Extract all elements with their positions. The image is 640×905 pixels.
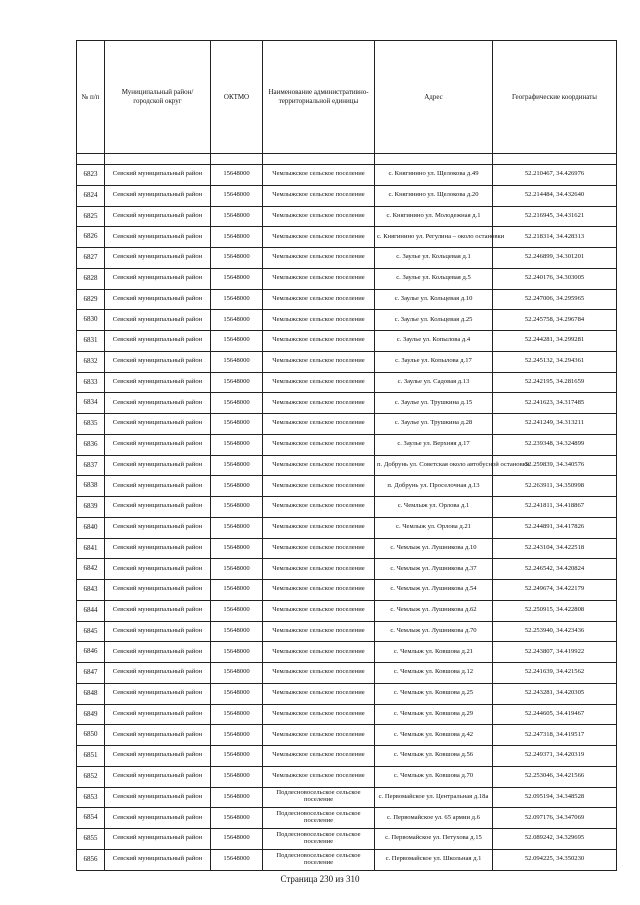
row-district: Севский муниципальный район [105, 331, 211, 352]
row-admin-unit: Чемлыжское сельское поселение [263, 289, 375, 310]
row-address: с. Первомайское ул. Школьная д.1 [375, 849, 493, 870]
row-number: 6834 [77, 393, 105, 414]
row-address: с. Заулье ул. Садовая д.13 [375, 372, 493, 393]
row-district: Севский муниципальный район [105, 683, 211, 704]
row-number: 6846 [77, 642, 105, 663]
row-number: 6853 [77, 787, 105, 808]
row-admin-unit: Чемлыжское сельское поселение [263, 683, 375, 704]
row-number: 6850 [77, 725, 105, 746]
row-coordinates: 52.246899, 34.301201 [493, 248, 617, 269]
row-admin-unit: Чемлыжское сельское поселение [263, 455, 375, 476]
table-row [77, 787, 617, 808]
row-district: Севский муниципальный район [105, 600, 211, 621]
row-address: с. Чемлыж ул. Ковшова д.29 [375, 704, 493, 725]
row-number: 6847 [77, 663, 105, 684]
row-oktmo: 15648000 [211, 517, 263, 538]
row-oktmo: 15648000 [211, 559, 263, 580]
row-address: с. Чемлыж ул. Ковшова д.56 [375, 746, 493, 767]
row-address: с. Чемлыж ул. Орлова д.1 [375, 497, 493, 518]
row-number: 6840 [77, 517, 105, 538]
row-district: Севский муниципальный район [105, 310, 211, 331]
row-district: Севский муниципальный район [105, 766, 211, 787]
row-address: с. Чемлыж ул. Лушникова д.70 [375, 621, 493, 642]
table-row [77, 849, 617, 870]
table-row [77, 642, 617, 663]
table-row [77, 165, 617, 186]
row-oktmo: 15648000 [211, 227, 263, 248]
table-row [77, 725, 617, 746]
row-district: Севский муниципальный район [105, 227, 211, 248]
row-oktmo: 15648000 [211, 206, 263, 227]
row-address: с. Чемлыж ул. Ковшова д.21 [375, 642, 493, 663]
row-address: с. Чемлыж ул. Орлова д.21 [375, 517, 493, 538]
row-district: Севский муниципальный район [105, 289, 211, 310]
row-admin-unit: Чемлыжское сельское поселение [263, 497, 375, 518]
row-coordinates: 52.247006, 34.295965 [493, 289, 617, 310]
row-district: Севский муниципальный район [105, 434, 211, 455]
row-admin-unit: Подлесновосельское сельское поселение [263, 849, 375, 870]
row-coordinates: 52.239348, 34.324899 [493, 434, 617, 455]
row-number: 6828 [77, 268, 105, 289]
row-number: 6842 [77, 559, 105, 580]
row-number: 6855 [77, 829, 105, 850]
row-district: Севский муниципальный район [105, 206, 211, 227]
table-row [77, 621, 617, 642]
row-oktmo: 15648000 [211, 642, 263, 663]
row-address: с. Первомайское ул. 65 армии д.6 [375, 808, 493, 829]
row-district: Севский муниципальный район [105, 559, 211, 580]
row-admin-unit: Чемлыжское сельское поселение [263, 538, 375, 559]
table-row [77, 248, 617, 269]
row-address: с. Чемлыж ул. Лушникова д.37 [375, 559, 493, 580]
row-district: Севский муниципальный район [105, 725, 211, 746]
row-address: с. Княгинино ул. Щелокова д.49 [375, 165, 493, 186]
row-district: Севский муниципальный район [105, 746, 211, 767]
row-district: Севский муниципальный район [105, 455, 211, 476]
row-admin-unit: Чемлыжское сельское поселение [263, 165, 375, 186]
row-coordinates: 52.097176, 34.347069 [493, 808, 617, 829]
row-number: 6825 [77, 206, 105, 227]
row-address: с. Первомайское ул. Центральная д.18а [375, 787, 493, 808]
row-oktmo: 15648000 [211, 683, 263, 704]
col-header-address: Адрес [375, 41, 493, 154]
row-number: 6844 [77, 600, 105, 621]
row-oktmo: 15648000 [211, 829, 263, 850]
row-address: с. Чемлыж ул. Лушникова д.62 [375, 600, 493, 621]
row-admin-unit: Чемлыжское сельское поселение [263, 642, 375, 663]
table-row [77, 185, 617, 206]
table-row [77, 455, 617, 476]
row-district: Севский муниципальный район [105, 849, 211, 870]
row-address: с. Заулье ул. Верхняя д.17 [375, 434, 493, 455]
row-number: 6843 [77, 580, 105, 601]
row-coordinates: 52.214484, 34.432640 [493, 185, 617, 206]
row-address: с. Первомайское ул. Петухова д.15 [375, 829, 493, 850]
table-row [77, 808, 617, 829]
table-row [77, 704, 617, 725]
row-oktmo: 15648000 [211, 165, 263, 186]
row-coordinates: 52.259839, 34.340576 [493, 455, 617, 476]
row-oktmo: 15648000 [211, 580, 263, 601]
row-admin-unit: Чемлыжское сельское поселение [263, 746, 375, 767]
row-address: с. Чемлыж ул. Ковшова д.25 [375, 683, 493, 704]
row-district: Севский муниципальный район [105, 829, 211, 850]
row-address: с. Заулье ул. Трушкина д.15 [375, 393, 493, 414]
row-coordinates: 52.253940, 34.423436 [493, 621, 617, 642]
table-row [77, 206, 617, 227]
row-district: Севский муниципальный район [105, 165, 211, 186]
row-number: 6830 [77, 310, 105, 331]
row-admin-unit: Чемлыжское сельское поселение [263, 310, 375, 331]
row-district: Севский муниципальный район [105, 580, 211, 601]
row-oktmo: 15648000 [211, 497, 263, 518]
row-coordinates: 52.249371, 34.420319 [493, 746, 617, 767]
col-header-admin-unit: Наименование административно-территориальной единицы [263, 41, 375, 154]
row-admin-unit: Чемлыжское сельское поселение [263, 559, 375, 580]
table-row [77, 393, 617, 414]
row-number: 6826 [77, 227, 105, 248]
row-coordinates: 52.250915, 34.422808 [493, 600, 617, 621]
row-oktmo: 15648000 [211, 787, 263, 808]
table-row [77, 600, 617, 621]
row-number: 6851 [77, 746, 105, 767]
row-admin-unit: Чемлыжское сельское поселение [263, 434, 375, 455]
row-coordinates: 52.218314, 34.428313 [493, 227, 617, 248]
row-address: с. Чемлыж ул. Ковшова д.70 [375, 766, 493, 787]
row-coordinates: 52.246542, 34.420824 [493, 559, 617, 580]
row-admin-unit: Чемлыжское сельское поселение [263, 206, 375, 227]
row-admin-unit: Чемлыжское сельское поселение [263, 248, 375, 269]
row-admin-unit: Чемлыжское сельское поселение [263, 517, 375, 538]
row-number: 6833 [77, 372, 105, 393]
row-number: 6845 [77, 621, 105, 642]
row-oktmo: 15648000 [211, 476, 263, 497]
row-admin-unit: Чемлыжское сельское поселение [263, 766, 375, 787]
table-row [77, 497, 617, 518]
row-number: 6841 [77, 538, 105, 559]
row-number: 6836 [77, 434, 105, 455]
row-address: с. Заулье ул. Кольцевая д.25 [375, 310, 493, 331]
row-address: с. Княгинино ул. Щелокова д.20 [375, 185, 493, 206]
row-coordinates: 52.241623, 34.317485 [493, 393, 617, 414]
row-number: 6831 [77, 331, 105, 352]
col-header-oktmo: ОКТМО [211, 41, 263, 154]
table-row [77, 351, 617, 372]
row-district: Севский муниципальный район [105, 476, 211, 497]
row-address: с. Чемлыж ул. Лушникова д.10 [375, 538, 493, 559]
row-coordinates: 52.244891, 34.417826 [493, 517, 617, 538]
row-number: 6838 [77, 476, 105, 497]
row-number: 6852 [77, 766, 105, 787]
row-number: 6829 [77, 289, 105, 310]
row-admin-unit: Чемлыжское сельское поселение [263, 185, 375, 206]
table-row [77, 331, 617, 352]
row-coordinates: 52.241639, 34.421562 [493, 663, 617, 684]
row-oktmo: 15648000 [211, 746, 263, 767]
row-coordinates: 52.240176, 34.303005 [493, 268, 617, 289]
row-oktmo: 15648000 [211, 808, 263, 829]
row-admin-unit: Чемлыжское сельское поселение [263, 704, 375, 725]
row-address: с. Заулье ул. Копылова д.17 [375, 351, 493, 372]
row-district: Севский муниципальный район [105, 642, 211, 663]
table-row [77, 227, 617, 248]
row-admin-unit: Чемлыжское сельское поселение [263, 600, 375, 621]
table-row [77, 766, 617, 787]
row-district: Севский муниципальный район [105, 538, 211, 559]
table-row [77, 829, 617, 850]
row-admin-unit: Чемлыжское сельское поселение [263, 331, 375, 352]
row-district: Севский муниципальный район [105, 414, 211, 435]
row-coordinates: 52.241249, 34.313211 [493, 414, 617, 435]
col-header-coordinates: Географические координаты [493, 41, 617, 154]
row-admin-unit: Чемлыжское сельское поселение [263, 663, 375, 684]
row-coordinates: 52.094225, 34.350230 [493, 849, 617, 870]
row-coordinates: 52.247318, 34.419517 [493, 725, 617, 746]
row-address: с. Чемлыж ул. Ковшова д.42 [375, 725, 493, 746]
row-number: 6835 [77, 414, 105, 435]
row-district: Севский муниципальный район [105, 517, 211, 538]
row-address: с. Чемлыж ул. Ковшова д.12 [375, 663, 493, 684]
table-row [77, 268, 617, 289]
row-coordinates: 52.253046, 34.421566 [493, 766, 617, 787]
row-oktmo: 15648000 [211, 185, 263, 206]
row-admin-unit: Чемлыжское сельское поселение [263, 725, 375, 746]
row-address: п. Добрунь ул. Проселочная д.13 [375, 476, 493, 497]
row-address: с. Заулье ул. Кольцевая д.10 [375, 289, 493, 310]
row-admin-unit: Чемлыжское сельское поселение [263, 268, 375, 289]
table-row [77, 517, 617, 538]
row-admin-unit: Чемлыжское сельское поселение [263, 621, 375, 642]
row-address: с. Княгинино ул. Регулина – около остановки [375, 227, 493, 248]
row-district: Севский муниципальный район [105, 497, 211, 518]
row-admin-unit: Чемлыжское сельское поселение [263, 372, 375, 393]
row-oktmo: 15648000 [211, 372, 263, 393]
table-row [77, 538, 617, 559]
table-row [77, 414, 617, 435]
row-oktmo: 15648000 [211, 268, 263, 289]
row-number: 6837 [77, 455, 105, 476]
row-oktmo: 15648000 [211, 331, 263, 352]
row-number: 6848 [77, 683, 105, 704]
row-coordinates: 52.244281, 34.299281 [493, 331, 617, 352]
row-admin-unit: Подлесновосельское сельское поселение [263, 787, 375, 808]
row-oktmo: 15648000 [211, 434, 263, 455]
row-address: с. Княгинино ул. Молодежная д.1 [375, 206, 493, 227]
table-row [77, 663, 617, 684]
row-district: Севский муниципальный район [105, 663, 211, 684]
row-district: Севский муниципальный район [105, 621, 211, 642]
row-number: 6824 [77, 185, 105, 206]
col-header-district: Муниципальный район/городской округ [105, 41, 211, 154]
row-district: Севский муниципальный район [105, 185, 211, 206]
row-oktmo: 15648000 [211, 600, 263, 621]
row-coordinates: 52.089242, 34.329695 [493, 829, 617, 850]
row-admin-unit: Чемлыжское сельское поселение [263, 351, 375, 372]
table-row [77, 580, 617, 601]
row-oktmo: 15648000 [211, 289, 263, 310]
row-number: 6856 [77, 849, 105, 870]
row-admin-unit: Чемлыжское сельское поселение [263, 414, 375, 435]
table-row [77, 683, 617, 704]
row-oktmo: 15648000 [211, 704, 263, 725]
row-admin-unit: Чемлыжское сельское поселение [263, 580, 375, 601]
row-oktmo: 15648000 [211, 351, 263, 372]
row-oktmo: 15648000 [211, 414, 263, 435]
row-coordinates: 52.249674, 34.422179 [493, 580, 617, 601]
row-number: 6827 [77, 248, 105, 269]
page-footer: Страница 230 из 310 [280, 874, 360, 884]
row-admin-unit: Чемлыжское сельское поселение [263, 227, 375, 248]
row-coordinates: 52.243104, 34.422518 [493, 538, 617, 559]
row-admin-unit: Подлесновосельское сельское поселение [263, 808, 375, 829]
row-address: с. Заулье ул. Кольцевая д.1 [375, 248, 493, 269]
row-district: Севский муниципальный район [105, 787, 211, 808]
row-number: 6854 [77, 808, 105, 829]
row-coordinates: 52.243281, 34.420305 [493, 683, 617, 704]
row-oktmo: 15648000 [211, 393, 263, 414]
table-row [77, 476, 617, 497]
row-oktmo: 15648000 [211, 766, 263, 787]
table-row [77, 289, 617, 310]
table-row [77, 746, 617, 767]
row-district: Севский муниципальный район [105, 704, 211, 725]
header-spacer-row [77, 154, 617, 165]
row-number: 6832 [77, 351, 105, 372]
row-district: Севский муниципальный район [105, 248, 211, 269]
row-district: Севский муниципальный район [105, 372, 211, 393]
row-coordinates: 52.242195, 34.281659 [493, 372, 617, 393]
row-coordinates: 52.216945, 34.431621 [493, 206, 617, 227]
registry-table [76, 40, 617, 871]
table-row [77, 434, 617, 455]
row-oktmo: 15648000 [211, 310, 263, 331]
row-coordinates: 52.210467, 34.426976 [493, 165, 617, 186]
row-address: с. Заулье ул. Кольцевая д.5 [375, 268, 493, 289]
row-oktmo: 15648000 [211, 455, 263, 476]
row-oktmo: 15648000 [211, 248, 263, 269]
row-district: Севский муниципальный район [105, 351, 211, 372]
row-oktmo: 15648000 [211, 849, 263, 870]
col-header-num: № п/п [77, 41, 105, 154]
row-district: Севский муниципальный район [105, 268, 211, 289]
row-address: с. Заулье ул. Копылова д.4 [375, 331, 493, 352]
table-header-row [77, 41, 617, 154]
row-oktmo: 15648000 [211, 663, 263, 684]
row-address: п. Добрунь ул. Советская около автобусной остановки [375, 455, 493, 476]
row-admin-unit: Чемлыжское сельское поселение [263, 393, 375, 414]
row-admin-unit: Чемлыжское сельское поселение [263, 476, 375, 497]
row-coordinates: 52.244605, 34.419467 [493, 704, 617, 725]
row-oktmo: 15648000 [211, 621, 263, 642]
row-coordinates: 52.263911, 34.350998 [493, 476, 617, 497]
row-coordinates: 52.245132, 34.294361 [493, 351, 617, 372]
row-oktmo: 15648000 [211, 538, 263, 559]
row-coordinates: 52.243807, 34.419922 [493, 642, 617, 663]
row-district: Севский муниципальный район [105, 808, 211, 829]
row-coordinates: 52.095194, 34.348528 [493, 787, 617, 808]
row-admin-unit: Подлесновосельское сельское поселение [263, 829, 375, 850]
row-coordinates: 52.245758, 34.296784 [493, 310, 617, 331]
table-row [77, 559, 617, 580]
row-address: с. Чемлыж ул. Лушникова д.54 [375, 580, 493, 601]
table-row [77, 310, 617, 331]
row-district: Севский муниципальный район [105, 393, 211, 414]
row-number: 6823 [77, 165, 105, 186]
row-address: с. Заулье ул. Трушкина д.28 [375, 414, 493, 435]
table-row [77, 372, 617, 393]
row-oktmo: 15648000 [211, 725, 263, 746]
row-number: 6849 [77, 704, 105, 725]
row-coordinates: 52.241811, 34.418867 [493, 497, 617, 518]
row-number: 6839 [77, 497, 105, 518]
